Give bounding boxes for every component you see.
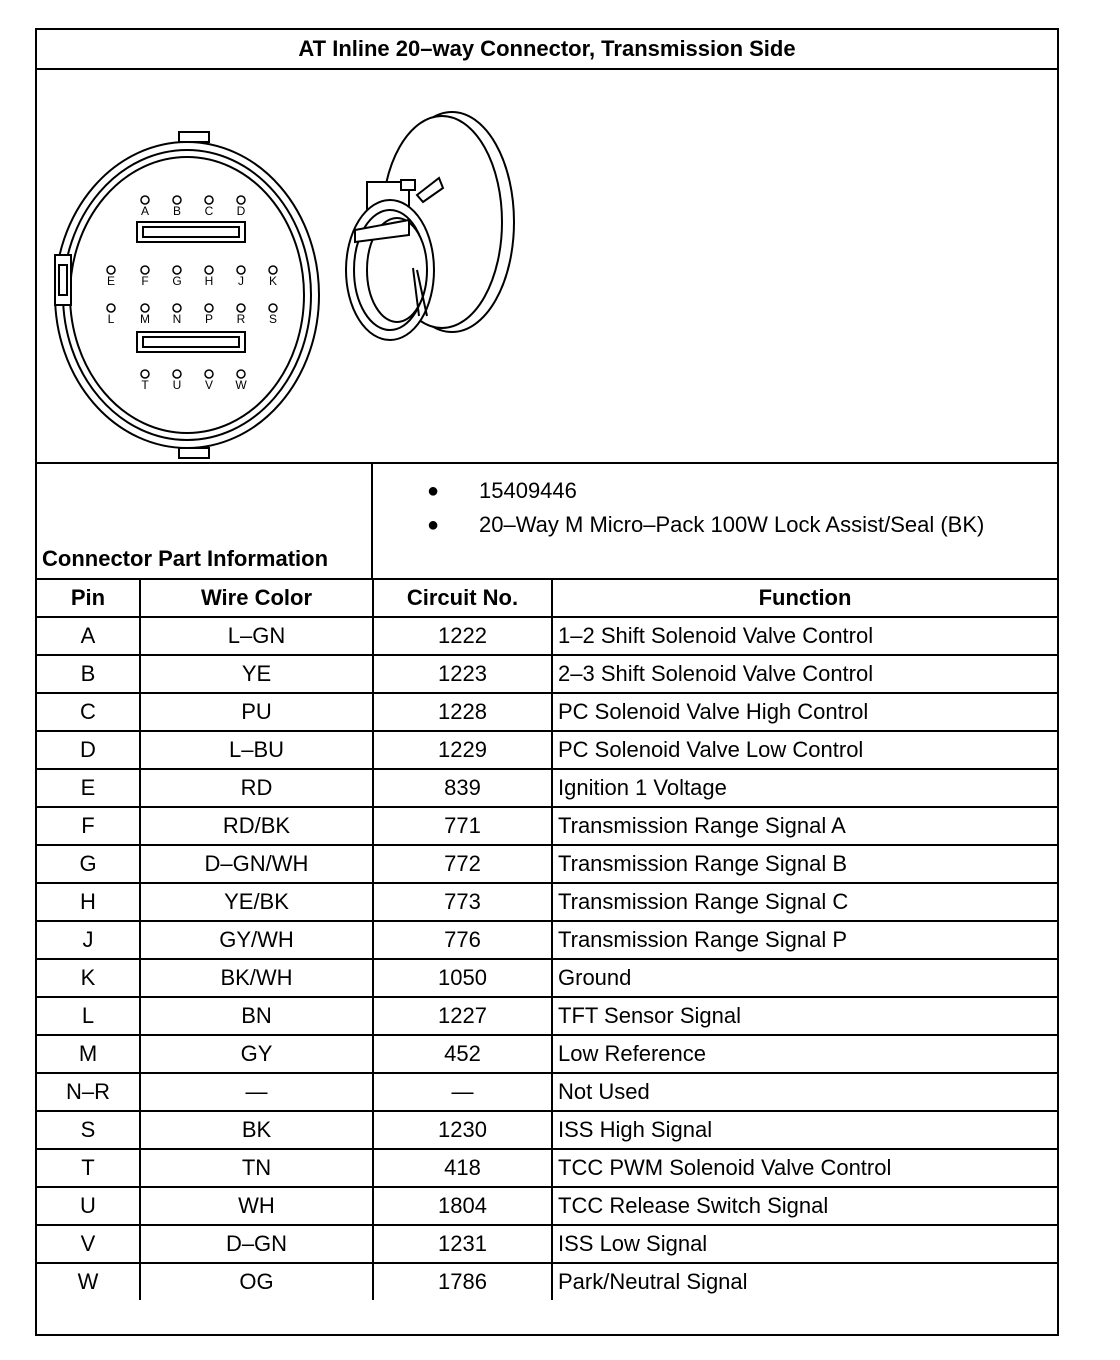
cell-function: Transmission Range Signal A: [552, 807, 1057, 845]
pin-label: L: [107, 312, 115, 326]
cell-wire-color: RD/BK: [140, 807, 373, 845]
table-row: [37, 997, 1057, 1035]
pin-label: R: [236, 312, 246, 326]
pin-label: A: [140, 204, 150, 218]
table-row: [37, 1073, 1057, 1111]
cell-pin: U: [37, 1187, 140, 1225]
cell-function: 2–3 Shift Solenoid Valve Control: [552, 655, 1057, 693]
pin-w: [235, 370, 247, 392]
table-row: [37, 731, 1057, 769]
cell-pin: M: [37, 1035, 140, 1073]
cell-circuit-no: 1229: [373, 731, 552, 769]
pin-l: [107, 304, 115, 326]
cell-pin: A: [37, 617, 140, 655]
pin-hole: [141, 370, 149, 378]
cell-wire-color: BK/WH: [140, 959, 373, 997]
cell-wire-color: D–GN: [140, 1225, 373, 1263]
bullet-icon: ●: [427, 513, 440, 536]
cell-pin: V: [37, 1225, 140, 1263]
cell-circuit-no: 1228: [373, 693, 552, 731]
cell-wire-color: WH: [140, 1187, 373, 1225]
cell-circuit-no: 839: [373, 769, 552, 807]
header-wire-color: Wire Color: [140, 580, 373, 617]
connector-diagram: [37, 70, 1057, 464]
cell-circuit-no: 772: [373, 845, 552, 883]
table-row: [37, 693, 1057, 731]
cell-pin: E: [37, 769, 140, 807]
cell-wire-color: GY: [140, 1035, 373, 1073]
cell-pin: B: [37, 655, 140, 693]
cell-pin: N–R: [37, 1073, 140, 1111]
cell-function: Transmission Range Signal C: [552, 883, 1057, 921]
part-description: 20–Way M Micro–Pack 100W Lock Assist/Seal (BK): [479, 512, 985, 537]
pin-hole: [237, 370, 245, 378]
cell-wire-color: —: [140, 1073, 373, 1111]
pin-label: B: [172, 204, 182, 218]
pin-label: E: [106, 274, 116, 288]
pin-a: [141, 196, 149, 218]
sheet-title: AT Inline 20–way Connector, Transmission Side: [37, 30, 1057, 70]
cell-function: Low Reference: [552, 1035, 1057, 1073]
pin-m: [140, 304, 150, 326]
part-number: 15409446: [479, 478, 577, 503]
pin-label: N: [172, 312, 182, 326]
pin-label: W: [235, 378, 247, 392]
connector-illustration: [37, 70, 1057, 462]
connector-side-view: [346, 112, 514, 340]
cell-function: Park/Neutral Signal: [552, 1263, 1057, 1300]
pin-s: [269, 304, 277, 326]
cell-circuit-no: 1227: [373, 997, 552, 1035]
cell-function: TCC PWM Solenoid Valve Control: [552, 1149, 1057, 1187]
pin-label: F: [141, 274, 149, 288]
pin-j: [237, 266, 245, 288]
cell-function: TCC Release Switch Signal: [552, 1187, 1057, 1225]
cell-circuit-no: 1231: [373, 1225, 552, 1263]
cell-function: ISS High Signal: [552, 1111, 1057, 1149]
cell-pin: K: [37, 959, 140, 997]
cell-pin: H: [37, 883, 140, 921]
cell-circuit-no: 1230: [373, 1111, 552, 1149]
table-row: [37, 1035, 1057, 1073]
pin-table: [37, 580, 1057, 1300]
cell-circuit-no: 773: [373, 883, 552, 921]
pin-f: [141, 266, 149, 288]
pin-t: [141, 370, 149, 392]
connector-sheet: [35, 28, 1059, 1336]
table-row: [37, 1263, 1057, 1300]
cell-circuit-no: 1804: [373, 1187, 552, 1225]
pin-e: [107, 266, 115, 288]
cell-wire-color: RD: [140, 769, 373, 807]
pin-label: T: [141, 378, 149, 392]
connector-face: [55, 132, 319, 458]
cell-circuit-no: 1222: [373, 617, 552, 655]
cell-wire-color: BN: [140, 997, 373, 1035]
pin-r: [237, 304, 246, 326]
table-header-row: [37, 580, 1057, 617]
cell-pin: F: [37, 807, 140, 845]
pin-label: M: [140, 312, 150, 326]
pin-p: [205, 304, 213, 326]
pin-hole: [205, 196, 213, 204]
table-row: [37, 1187, 1057, 1225]
table-row: [37, 655, 1057, 693]
table-row: [37, 1111, 1057, 1149]
pin-hole: [173, 370, 181, 378]
table-row: [37, 1149, 1057, 1187]
pin-d: [237, 196, 246, 218]
cell-function: Transmission Range Signal B: [552, 845, 1057, 883]
cell-pin: C: [37, 693, 140, 731]
pin-g: [172, 266, 181, 288]
cell-function: Ground: [552, 959, 1057, 997]
pin-hole: [141, 304, 149, 312]
cell-circuit-no: 418: [373, 1149, 552, 1187]
cell-pin: G: [37, 845, 140, 883]
cell-wire-color: YE/BK: [140, 883, 373, 921]
cell-circuit-no: 776: [373, 921, 552, 959]
pin-hole: [269, 266, 277, 274]
pin-h: [205, 266, 214, 288]
pin-hole: [141, 266, 149, 274]
table-row: [37, 845, 1057, 883]
table-row: [37, 617, 1057, 655]
cell-circuit-no: 771: [373, 807, 552, 845]
pin-hole: [237, 304, 245, 312]
pin-hole: [237, 266, 245, 274]
cell-pin: L: [37, 997, 140, 1035]
part-info-label: Connector Part Information: [37, 464, 373, 578]
pin-hole: [237, 196, 245, 204]
pin-hole: [269, 304, 277, 312]
part-info-section: [37, 464, 1057, 580]
pin-hole: [173, 196, 181, 204]
cell-function: ISS Low Signal: [552, 1225, 1057, 1263]
pin-hole: [173, 304, 181, 312]
pin-hole: [173, 266, 181, 274]
cell-wire-color: OG: [140, 1263, 373, 1300]
part-info-item: [427, 508, 1057, 542]
part-info-item: [427, 474, 1057, 508]
cell-wire-color: YE: [140, 655, 373, 693]
pin-v: [205, 370, 213, 392]
pin-u: [173, 370, 182, 392]
pin-label: S: [268, 312, 278, 326]
part-info-list: [373, 464, 1057, 578]
pin-hole: [205, 370, 213, 378]
header-pin: Pin: [37, 580, 140, 617]
cell-pin: J: [37, 921, 140, 959]
pin-label: C: [204, 204, 214, 218]
table-row: [37, 921, 1057, 959]
cell-circuit-no: —: [373, 1073, 552, 1111]
pin-hole: [107, 304, 115, 312]
bullet-icon: ●: [427, 479, 440, 502]
cell-pin: T: [37, 1149, 140, 1187]
cell-wire-color: D–GN/WH: [140, 845, 373, 883]
table-row: [37, 769, 1057, 807]
cell-wire-color: L–BU: [140, 731, 373, 769]
cell-function: 1–2 Shift Solenoid Valve Control: [552, 617, 1057, 655]
table-row: [37, 1225, 1057, 1263]
pin-hole: [141, 196, 149, 204]
pin-label: D: [236, 204, 246, 218]
pin-hole: [107, 266, 115, 274]
cell-wire-color: TN: [140, 1149, 373, 1187]
cell-function: PC Solenoid Valve Low Control: [552, 731, 1057, 769]
cell-pin: D: [37, 731, 140, 769]
pin-b: [173, 196, 181, 218]
cell-function: Not Used: [552, 1073, 1057, 1111]
pin-label: P: [204, 312, 214, 326]
pin-label: K: [268, 274, 278, 288]
pin-label: H: [204, 274, 214, 288]
pin-c: [205, 196, 214, 218]
pin-label: J: [238, 274, 244, 288]
header-circuit-no: Circuit No.: [373, 580, 552, 617]
cell-function: Transmission Range Signal P: [552, 921, 1057, 959]
cell-pin: W: [37, 1263, 140, 1300]
table-row: [37, 807, 1057, 845]
cell-function: TFT Sensor Signal: [552, 997, 1057, 1035]
table-row: [37, 959, 1057, 997]
cell-wire-color: GY/WH: [140, 921, 373, 959]
table-row: [37, 883, 1057, 921]
cell-circuit-no: 452: [373, 1035, 552, 1073]
cell-circuit-no: 1223: [373, 655, 552, 693]
pin-label: U: [172, 378, 182, 392]
pin-label: V: [204, 378, 214, 392]
pin-n: [173, 304, 182, 326]
cell-circuit-no: 1786: [373, 1263, 552, 1300]
pin-label: G: [172, 274, 182, 288]
cell-wire-color: L–GN: [140, 617, 373, 655]
cell-wire-color: BK: [140, 1111, 373, 1149]
pin-hole: [205, 304, 213, 312]
cell-pin: S: [37, 1111, 140, 1149]
header-function: Function: [552, 580, 1057, 617]
pin-hole: [205, 266, 213, 274]
cell-function: PC Solenoid Valve High Control: [552, 693, 1057, 731]
cell-circuit-no: 1050: [373, 959, 552, 997]
pin-k: [269, 266, 277, 288]
cell-wire-color: PU: [140, 693, 373, 731]
cell-function: Ignition 1 Voltage: [552, 769, 1057, 807]
